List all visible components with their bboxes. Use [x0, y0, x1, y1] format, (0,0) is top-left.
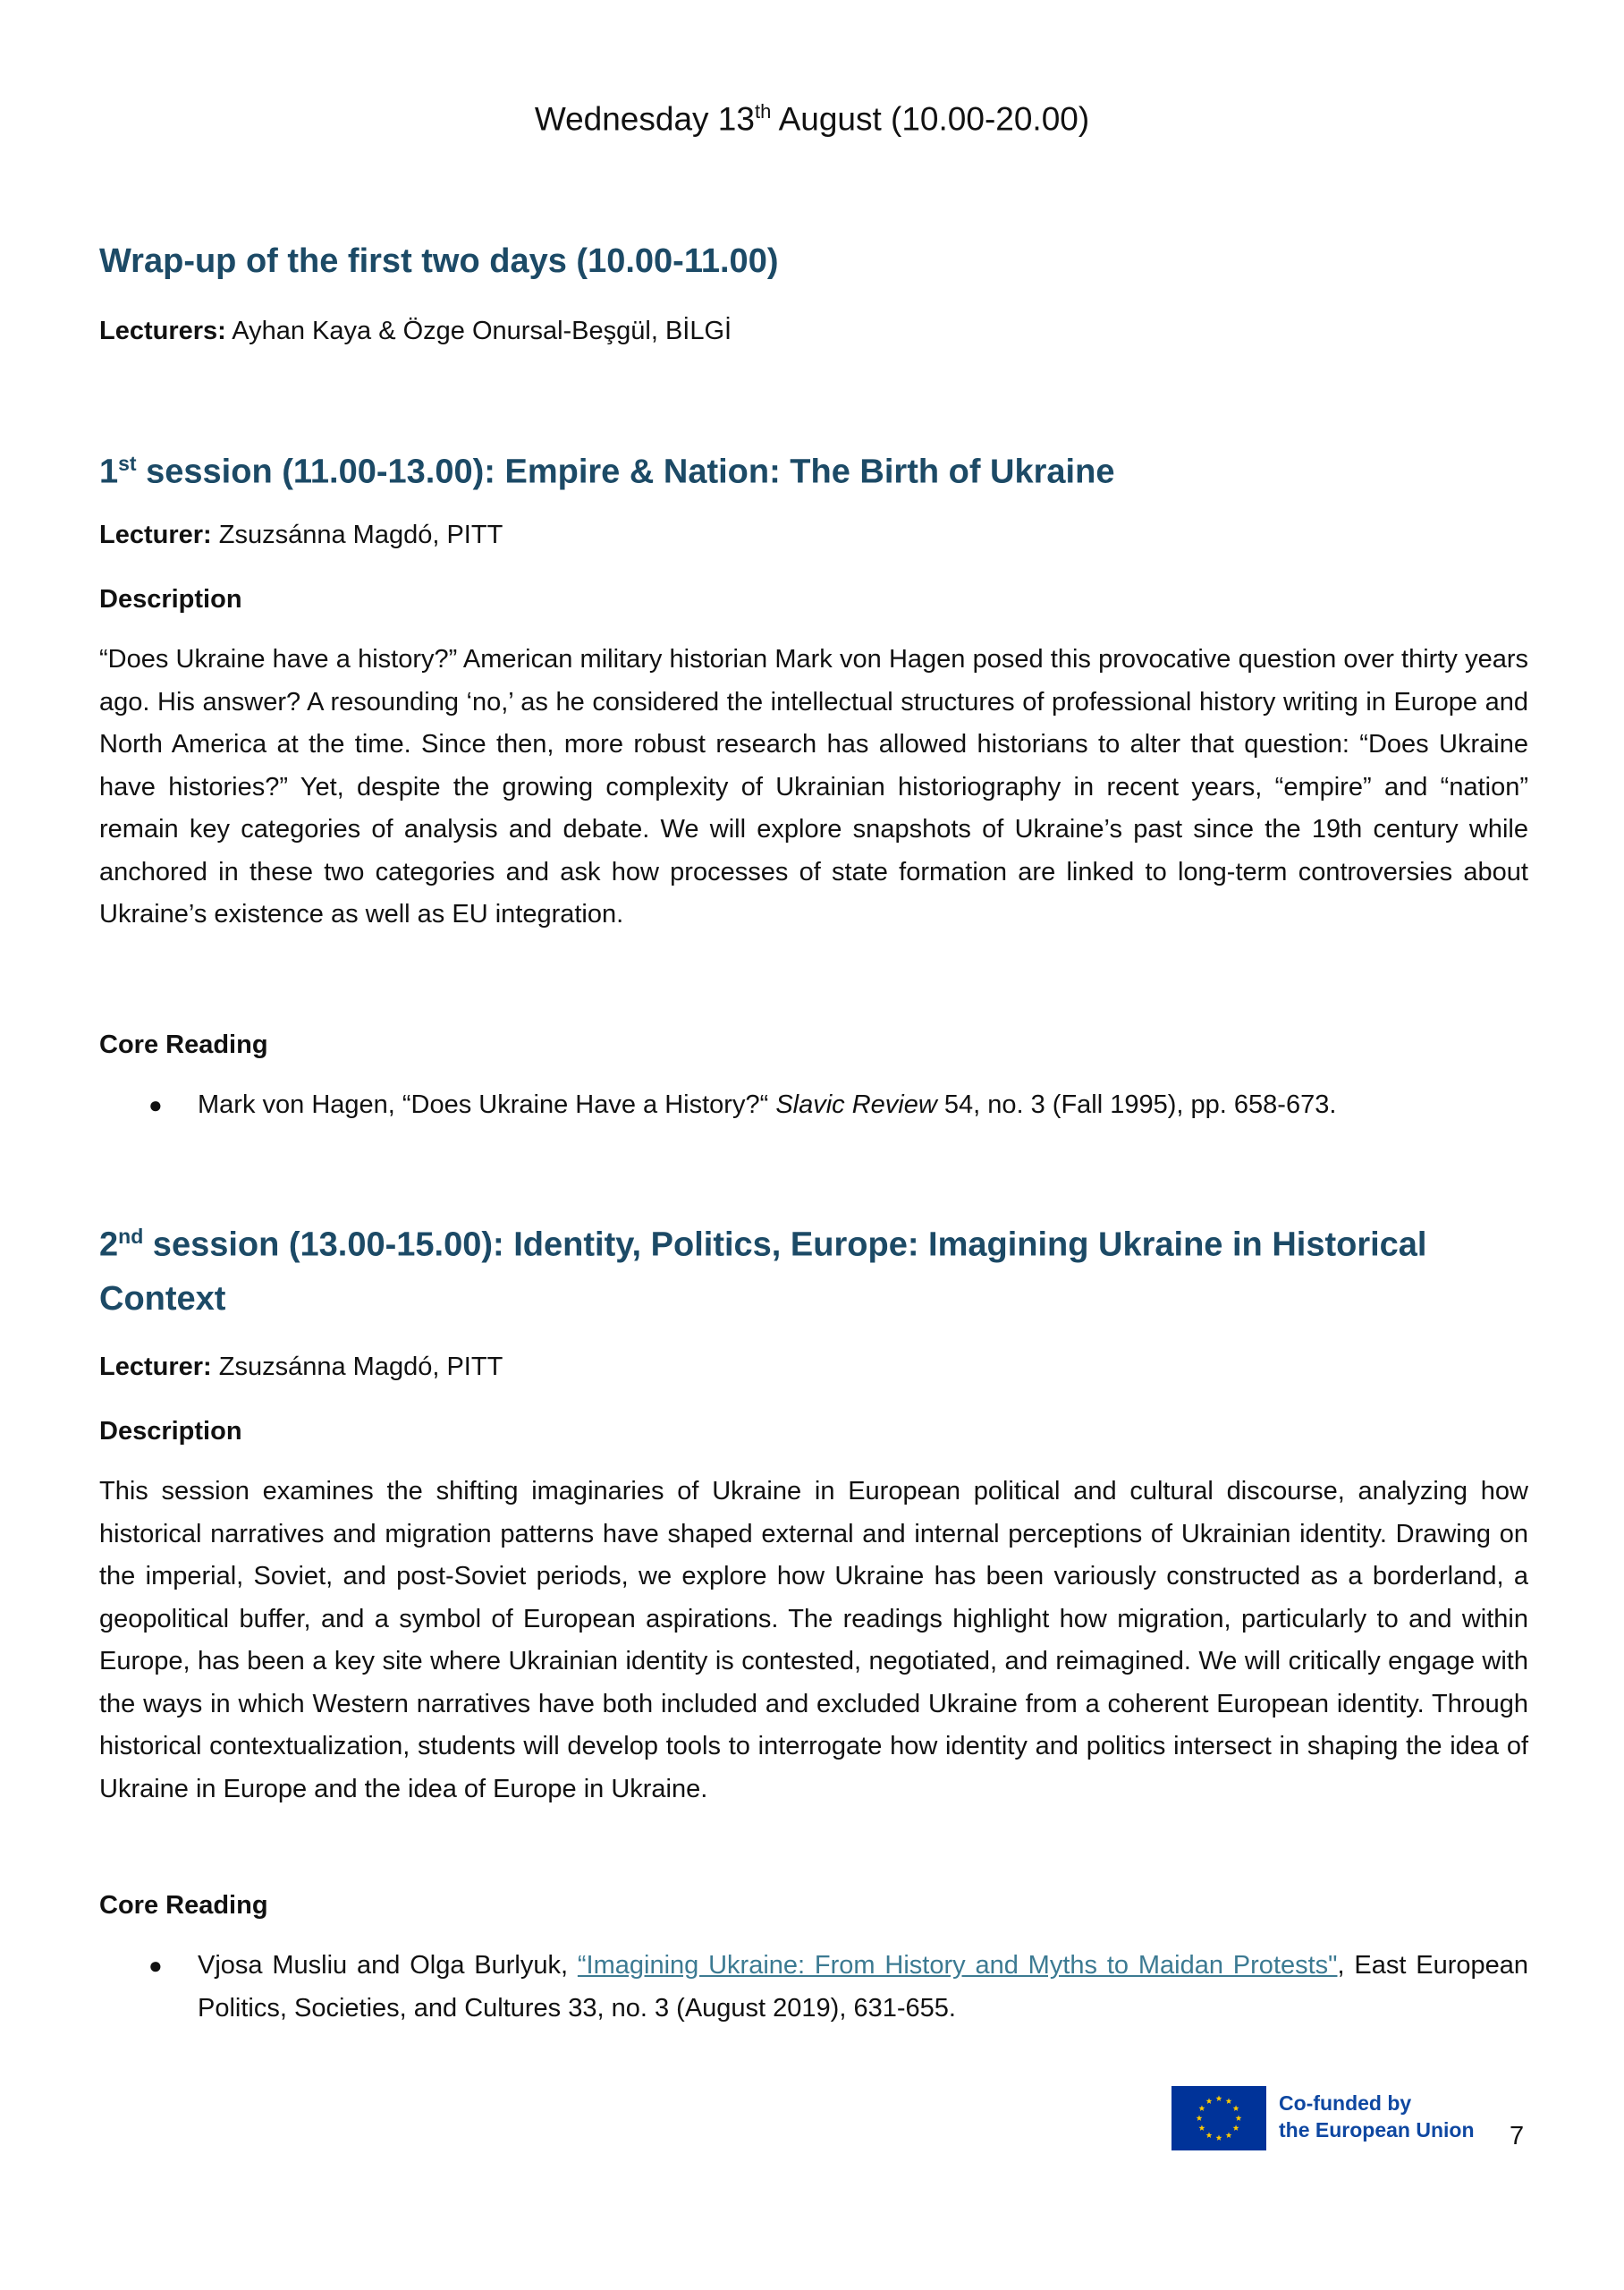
reading-citation	[198, 1945, 1528, 2030]
lecturers-names: Ayhan Kaya & Özge Onursal-Beşgül, BİLGİ	[225, 317, 732, 345]
eu-star-icon	[1206, 2132, 1213, 2138]
eu-star-icon	[1233, 2105, 1239, 2111]
bullet-icon: ●	[148, 1091, 163, 1118]
session2-description: This session examines the shifting imaginaries of Ukraine in European political and cultural discourse, analyzing how historical narratives and migration patterns have shaped external and internal perceptions of Ukrainian identity. Drawing on the imperial, Soviet, and post-Soviet periods, we explore how Ukraine has been variously constructed as a borderland, a geopolitical buffer, and a symbol of European aspirations. The readings highlight how migration, particularly to and within Europe, has been a key site where Ukrainian identity is contested, negotiated, and reimagined. We will critically engage with the ways in which Western narratives have both included and excluded Ukraine from a coherent European identity. Through historical contextualization, students will develop tools to interrogate how identity and politics intersect in shaping the idea of Ukraine in Europe and the idea of Europe in Ukraine.	[99, 1477, 1528, 1803]
page-header	[0, 100, 1624, 138]
lecturer-name: Zsuzsánna Magdó, PITT	[211, 521, 503, 549]
reading-details: 54, no. 3 (Fall 1995), pp. 658-673.	[936, 1090, 1337, 1119]
reading-citation	[198, 1084, 1528, 1127]
wrapup-lecturers	[99, 313, 1528, 349]
eu-cofunded-text	[1279, 2090, 1475, 2143]
eu-cofunded-logo	[1171, 2086, 1483, 2150]
lecturer-label: Lecturer:	[99, 1353, 212, 1381]
reading-journal: Slavic Review	[775, 1090, 937, 1119]
session1-number-suffix: st	[118, 452, 137, 475]
eu-line-2: the European Union	[1279, 2118, 1475, 2142]
header-day-suffix: th	[754, 100, 772, 123]
eu-star-icon	[1233, 2125, 1239, 2131]
eu-star-icon	[1236, 2115, 1242, 2121]
session2-number: 2	[99, 1226, 119, 1264]
eu-star-icon	[1199, 2125, 1205, 2131]
session2-number-suffix: nd	[118, 1225, 144, 1248]
session1-core-reading-heading: Core Reading	[99, 1030, 268, 1059]
session1-title: session (11.00-13.00): Empire & Nation: The Birth of Ukraine	[136, 453, 1115, 491]
reading-details: , East European Politics, Societies, and Cultures 33, no. 3 (August 2019), 631-655.	[198, 1951, 1528, 2023]
session1-description-heading: Description	[99, 585, 242, 614]
session2-lecturer	[99, 1349, 1528, 1385]
session1-number: 1	[99, 453, 119, 491]
eu-star-icon	[1216, 2095, 1222, 2101]
eu-star-icon	[1199, 2105, 1205, 2111]
session2-core-reading-heading: Core Reading	[99, 1891, 268, 1920]
session1-description: “Does Ukraine have a history?” American military historian Mark von Hagen posed this provocative question over thirty years ago. His answer? A resounding ‘no,’ as he considered the intellectual structures of professional history writing in Europe and North America at the time. Since then, more robust research has allowed historians to alter that question: “Does Ukraine have histories?” Yet, despite the growing complexity of Ukrainian historiography in recent years, “empire” and “nation” remain key categories of analysis and debate. We will explore snapshots of Ukraine’s past since the 19th century while anchored in these two categories and ask how processes of state formation are linked to long-term controversies about Ukraine’s existence as well as EU integration.	[99, 645, 1528, 929]
eu-star-icon	[1216, 2134, 1222, 2141]
eu-line-1: Co-funded by	[1279, 2091, 1412, 2115]
header-day: Wednesday 13	[534, 100, 755, 138]
reading-authors: Vjosa Musliu and Olga Burlyuk,	[198, 1951, 578, 1980]
eu-star-icon	[1197, 2115, 1203, 2121]
wrapup-heading: Wrap-up of the first two days (10.00-11.00)	[99, 242, 779, 280]
eu-star-icon	[1226, 2098, 1232, 2104]
session2-description-heading: Description	[99, 1417, 242, 1446]
eu-star-icon	[1226, 2132, 1232, 2138]
session2-title: session (13.00-15.00): Identity, Politics, Europe: Imagining Ukraine in Historical Context	[99, 1226, 1427, 1318]
eu-star-icon	[1206, 2098, 1213, 2104]
lecturer-label: Lecturer:	[99, 521, 212, 549]
reading-author-title: Mark von Hagen, “Does Ukraine Have a History?“	[198, 1090, 776, 1119]
bullet-icon: ●	[148, 1952, 163, 1979]
session2-heading	[99, 1209, 1528, 1326]
lecturers-label: Lecturers:	[99, 317, 226, 345]
header-rest: August (10.00-20.00)	[771, 100, 1090, 138]
lecturer-name: Zsuzsánna Magdó, PITT	[211, 1353, 503, 1381]
session1-lecturer	[99, 517, 1528, 553]
session1-heading	[99, 437, 1528, 499]
reading-article-link[interactable]: “Imagining Ukraine: From History and Myths to Maidan Protests"	[577, 1951, 1338, 1980]
eu-flag-icon	[1171, 2086, 1266, 2150]
page-number: 7	[1510, 2122, 1525, 2150]
